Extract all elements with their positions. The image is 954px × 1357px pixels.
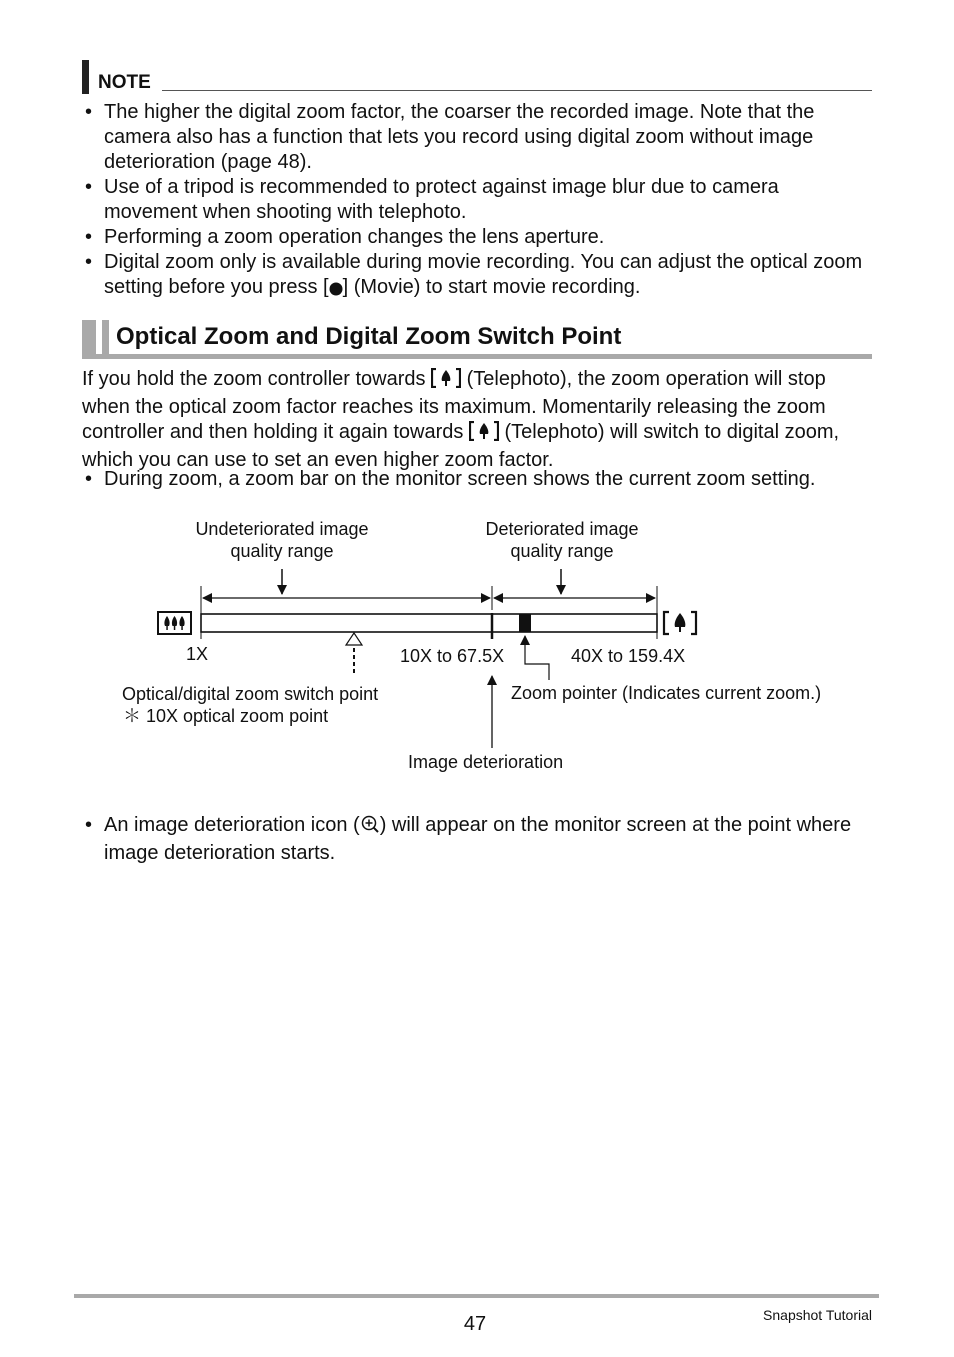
footer-title: Snapshot Tutorial <box>763 1307 872 1323</box>
label-40x-range: 40X to 159.4X <box>571 646 686 666</box>
note-item: • The higher the digital zoom factor, the coarser the recorded image. Note that the camera also has a function that lets you record using digital zoom without image deterioration (page 48). <box>82 100 872 175</box>
deterioration-icon-bullet: • An image deterioration icon ( ) will appear on the monitor screen at the point where image deterioration starts. <box>82 813 872 866</box>
para-text: (Telephoto) will switch to digital zoom, which you can use to set an even higher zoom factor. <box>82 421 840 471</box>
optical-zoom-point-note: ＊ 10X optical zoom point <box>123 706 329 726</box>
section-title: Optical Zoom and Digital Zoom Switch Point <box>116 323 622 350</box>
page-number: 47 <box>463 1313 487 1335</box>
para-text: (Telephoto), the zoom operation will stop when the optical zoom factor reaches its maximum. Momentarily releasing the zoom controller and then holding it again towards <box>82 368 826 443</box>
zoom-pointer <box>519 614 531 632</box>
deterioration-zoom-icon <box>360 814 380 841</box>
label-10x-range: 10X to 67.5X <box>400 646 505 666</box>
note-item: • Performing a zoom operation changes the lens aperture. <box>82 225 872 250</box>
wide-angle-icon <box>158 612 191 634</box>
note-item-text-before: Digital zoom only is available during movie recording. You can adjust the optical zoom setting before you press [ <box>104 251 863 298</box>
note-label: NOTE <box>98 72 151 93</box>
zoom-bar <box>201 614 657 632</box>
note-item: • Use of a tripod is recommended to protect against image blur due to camera movement when shooting with telephoto. <box>82 175 872 225</box>
telephoto-icon <box>664 612 696 634</box>
para-text: If you hold the zoom controller towards <box>82 368 432 390</box>
switch-point-label: Optical/digital zoom switch point <box>122 684 379 704</box>
image-deterioration-label: Image deterioration <box>408 752 564 772</box>
label-1x: 1X <box>186 644 209 664</box>
deterioration-icon-list <box>82 813 872 866</box>
deteriorated-label: Deteriorated image quality range <box>485 519 639 561</box>
note-item-text-after: ] (Movie) to start movie recording. <box>342 276 641 298</box>
zoom-bar-bullet: • During zoom, a zoom bar on the monitor screen shows the current zoom setting. <box>82 467 872 492</box>
switch-point-marker <box>346 633 362 645</box>
undeteriorated-label: Undeteriorated image quality range <box>195 519 369 561</box>
zoom-pointer-label: Zoom pointer (Indicates current zoom.) <box>511 683 822 703</box>
footer-rule <box>74 1294 879 1298</box>
